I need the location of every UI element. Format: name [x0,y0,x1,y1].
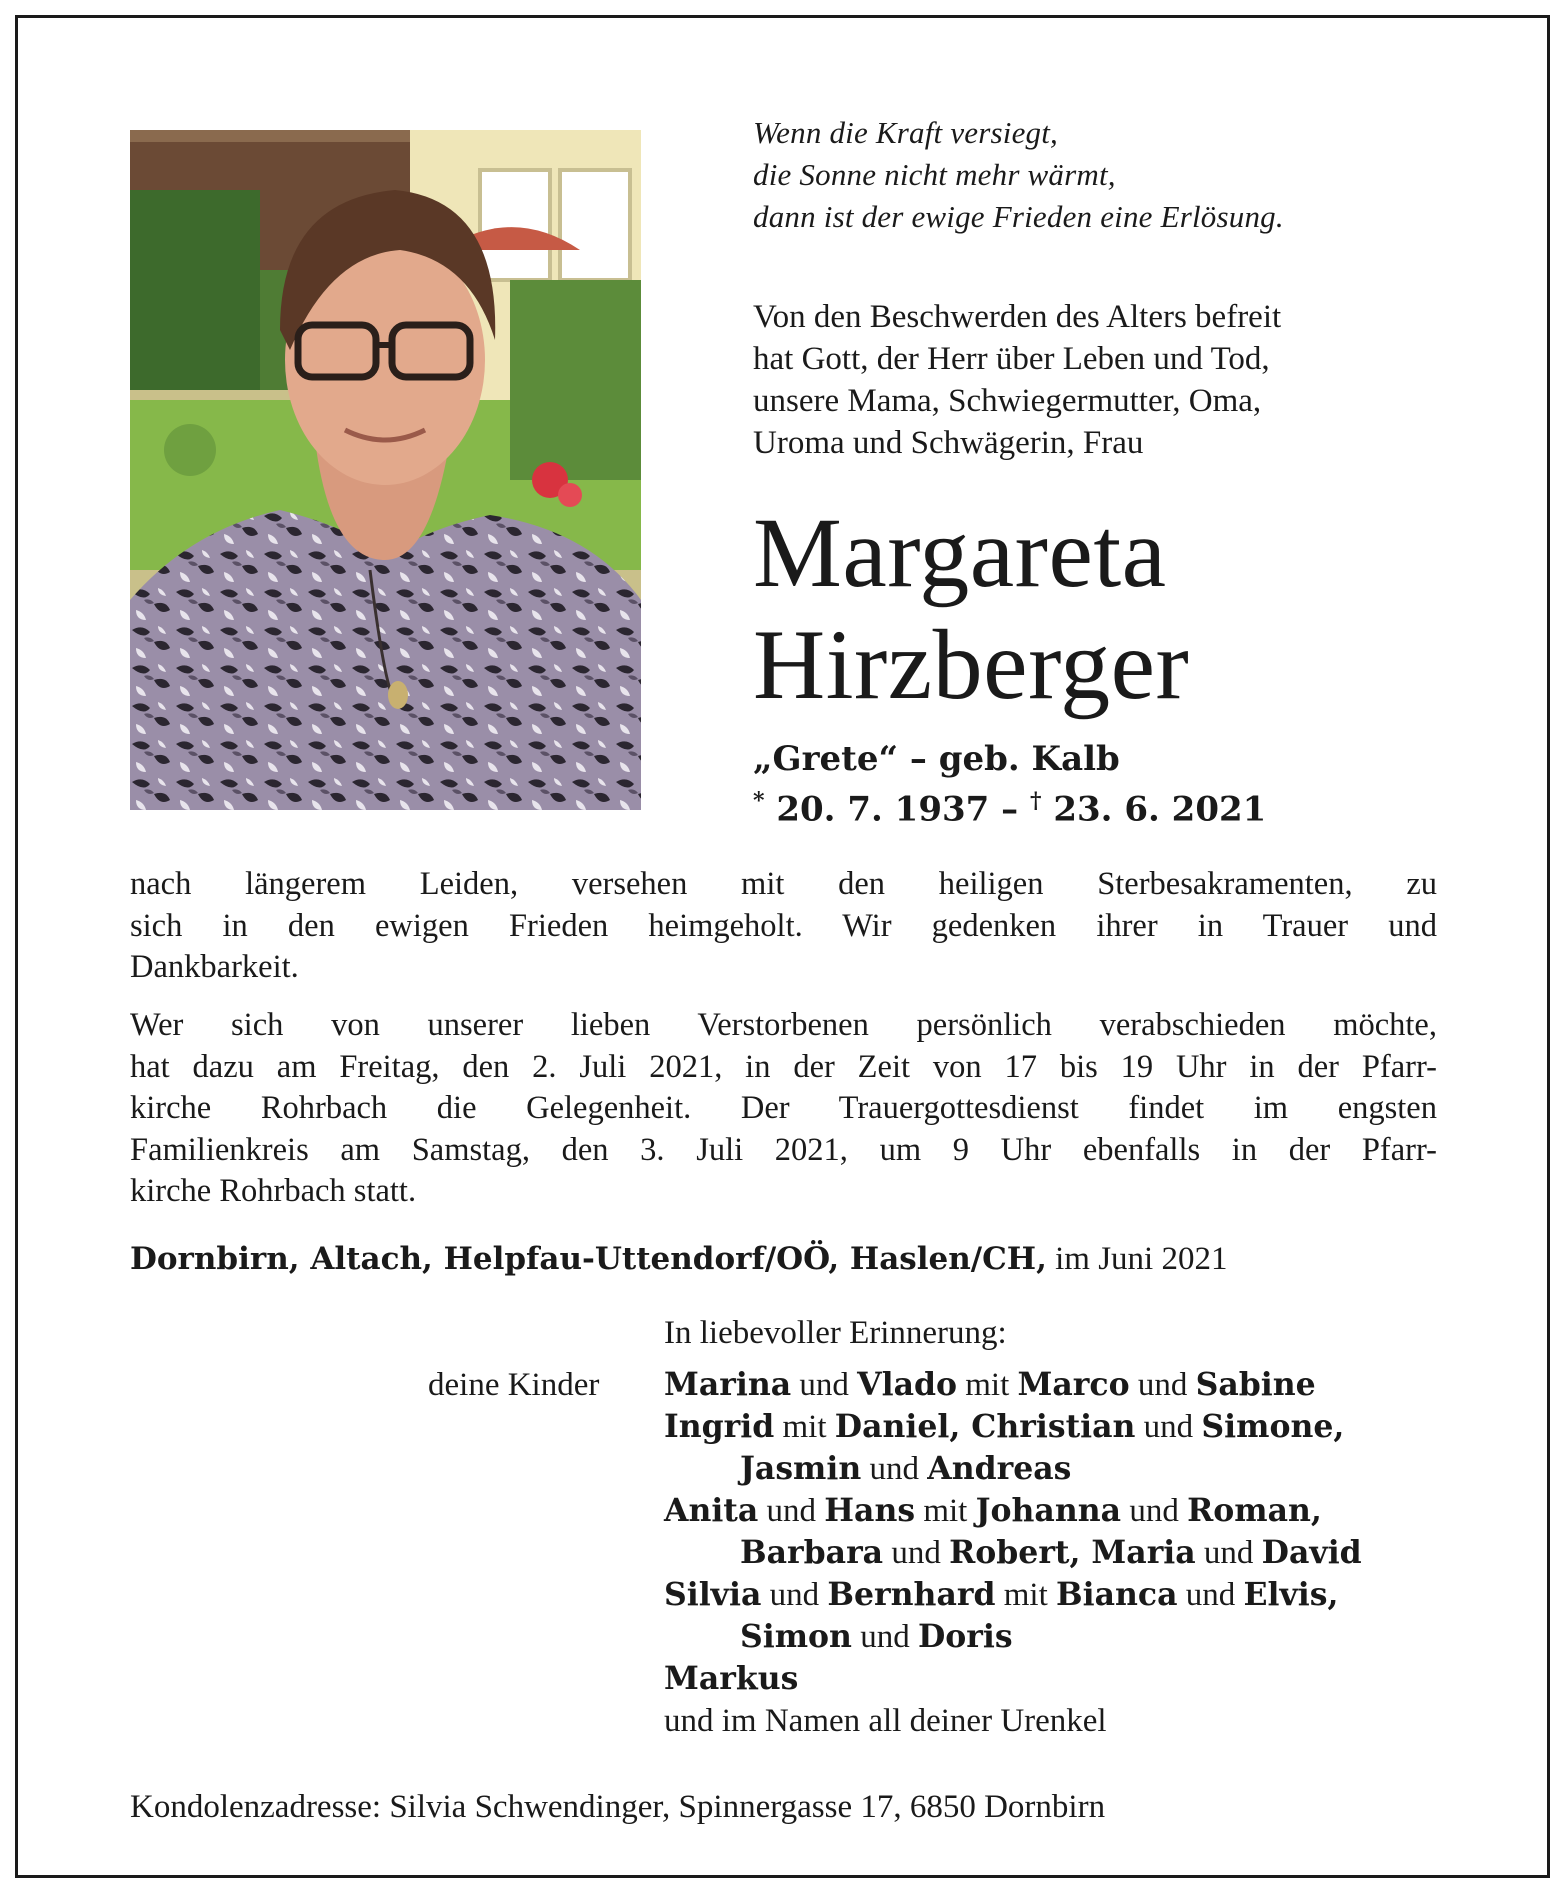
family-member-name: Elvis, [1243,1576,1339,1613]
announcement-line: unsere Mama, Schwiegermutter, Oma, [753,383,1262,419]
family-member-name: Sabine [1195,1366,1316,1403]
announcement-line: hat Gott, der Herr über Leben und Tod, [753,341,1270,377]
family-connector: und [758,1493,825,1529]
family-member-name: Daniel, Christian [834,1408,1136,1445]
family-connector: mit [915,1493,976,1529]
family-member-name: Silvia [664,1576,762,1613]
birth-mark: * [753,788,765,814]
family-connector: und [1177,1577,1244,1613]
family-connector: mit [957,1367,1018,1403]
family-member-name: Markus [664,1660,799,1697]
deceased-details [753,738,1266,830]
family-connector: und [851,1619,918,1655]
family-row [664,1448,1362,1490]
family-connector: und [1135,1409,1202,1445]
family-member-name: Andreas [927,1450,1072,1487]
places-line [130,1238,1227,1280]
announcement-line: Uroma und Schwägerin, Frau [753,425,1144,461]
date-dash: – [1001,789,1019,830]
family-row [664,1532,1362,1574]
family-member-name: Robert, Maria [949,1534,1196,1571]
first-name: Margareta [753,497,1167,608]
paragraph-line: kirche Rohrbach die Gelegenheit. Der Trauergottesdienst findet im engsten [130,1090,1437,1126]
portrait-illustration [130,130,641,810]
family-connector: und [861,1451,928,1487]
paragraph-line: Familienkreis am Samstag, den 3. Juli 2021, um 9 Uhr ebenfalls in der Pfarr- [130,1131,1437,1168]
family-connector: mit [774,1409,835,1445]
family-connector: mit [995,1577,1056,1613]
family-member-name: Barbara [740,1534,884,1571]
places-names: Dornbirn, Altach, Helpfau-Uttendorf/OÖ, Haslen/CH, [130,1241,1047,1277]
family-row [664,1364,1362,1406]
family-connector: und im Namen all deiner Urenkel [664,1703,1107,1739]
family-member-name: Bianca [1056,1576,1178,1613]
family-row [664,1616,1362,1658]
family-connector: und [1129,1367,1196,1403]
family-connector: und [1121,1493,1188,1529]
family-connector: und [883,1535,950,1571]
paragraph-line: kirche Rohrbach statt. [130,1173,417,1209]
poem [753,112,1473,238]
family-member-name: Johanna [975,1492,1122,1529]
family-member-name: Anita [664,1492,759,1529]
announcement [753,296,1473,464]
paragraph-line: nach längerem Leiden, versehen mit den heiligen Sterbesakramenten, zu [130,866,1437,902]
condolence-address: Kondolenzadresse: Silvia Schwendinger, Spinnergasse 17, 6850 Dornbirn [130,1789,1106,1825]
family-member-name: Ingrid [664,1408,775,1445]
family-member-name: Roman, [1187,1492,1322,1529]
nickname-line: „Grete“ – geb. Kalb [753,739,1120,779]
family-member-name: David [1261,1534,1362,1571]
life-dates [753,780,1266,830]
family-member-name: Doris [917,1618,1013,1655]
body-paragraph-2 [130,1005,1437,1213]
places-date: im Juni 2021 [1046,1241,1228,1277]
memory-line: In liebevoller Erinnerung: [664,1315,1007,1351]
family-member-name: Simone, [1201,1408,1345,1445]
portrait-photo [130,130,641,810]
family-row [664,1406,1362,1448]
family-member-name: Jasmin [740,1450,862,1487]
paragraph-line: sich in den ewigen Frieden heimgeholt. Wir gedenken ihrer in Trauer und [130,907,1437,944]
body-paragraph-1 [130,864,1437,989]
family-list [664,1364,1362,1742]
kids-label: deine Kinder [428,1367,600,1403]
family-member-name: Bernhard [827,1576,996,1613]
paragraph-line: Wer sich von unserer lieben Verstorbenen persönlich verabschieden möchte, [130,1007,1437,1043]
family-row [664,1700,1362,1742]
announcement-line: Von den Beschwerden des Alters befreit [753,299,1282,335]
poem-line: Wenn die Kraft versiegt, [753,115,1059,150]
poem-line: die Sonne nicht mehr wärmt, [753,157,1116,192]
family-connector: und [1195,1535,1262,1571]
family-row [664,1490,1362,1532]
family-member-name: Marina [664,1366,792,1403]
birth-date: 20. 7. 1937 [776,789,990,830]
poem-line: dann ist der ewige Frieden eine Erlösung. [753,199,1284,234]
death-date: 23. 6. 2021 [1053,789,1267,830]
family-member-name: Hans [824,1492,916,1529]
family-row [664,1658,1362,1700]
family-member-name: Simon [740,1618,852,1655]
death-mark: † [1030,788,1042,814]
family-connector: und [791,1367,858,1403]
family-member-name: Vlado [857,1366,958,1403]
family-member-name: Marco [1017,1366,1130,1403]
paragraph-line: Dankbarkeit. [130,949,299,985]
deceased-name [753,497,1189,721]
last-name: Hirzberger [753,609,1190,720]
family-row [664,1574,1362,1616]
paragraph-line: hat dazu am Freitag, den 2. Juli 2021, in der Zeit von 17 bis 19 Uhr in der Pfarr- [130,1048,1437,1085]
family-connector: und [761,1577,828,1613]
